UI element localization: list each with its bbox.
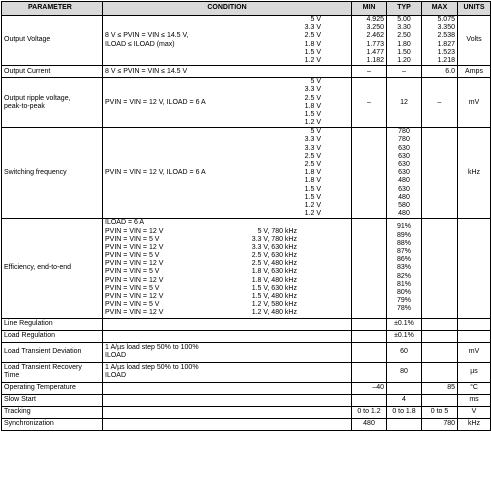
line-item: PVIN = VIN = 5 V	[105, 268, 160, 276]
line-item: 480	[398, 193, 410, 201]
row-operating-temperature	[2, 382, 491, 394]
min-switching	[352, 128, 387, 219]
cond-output-voltage	[103, 16, 352, 66]
line-item: PVIN = VIN = 12 V	[105, 293, 164, 300]
line-item: 630	[398, 152, 410, 160]
typ-line-regulation: ±0.1%	[387, 318, 422, 330]
line-item: PVIN = VIN = 5 V	[105, 252, 160, 260]
cond-transient-deviation	[103, 342, 352, 362]
line-item: 1.773	[366, 40, 384, 48]
param-load-regulation: Load Regulation	[2, 330, 103, 342]
header-units: UNITS	[458, 2, 491, 16]
line-item: 89%	[396, 231, 411, 239]
max-tracking: 0 to 5	[422, 406, 458, 418]
param-ripple	[2, 78, 103, 128]
line-item: 1.523	[437, 48, 455, 56]
line-item: Load Transient Recovery	[4, 363, 82, 371]
line-item: 1.80	[397, 40, 411, 48]
max-switching	[422, 128, 458, 219]
min-ripple: –	[352, 78, 387, 128]
line-item: PVIN = VIN = 12 V, ILOAD = 6 A	[105, 169, 206, 177]
line-item: 1.8 V, 480 kHz	[251, 276, 297, 284]
units-efficiency	[458, 219, 491, 318]
typ-transient-deviation: 60	[387, 342, 422, 362]
line-item: 1 A/µs load step 50% to 100%	[105, 343, 199, 351]
line-item: 480	[398, 177, 410, 185]
line-item: 5.075	[437, 16, 455, 23]
line-item: 1.5 V	[304, 110, 321, 118]
line-item: 1.5 V	[304, 48, 321, 56]
line-item: 2.5 V, 480 kHz	[251, 260, 297, 268]
units-synchronization: kHz	[458, 418, 491, 430]
line-item: 1.5 V, 630 kHz	[251, 284, 297, 292]
line-item: 630	[398, 144, 410, 152]
line-item: 5 V	[310, 128, 321, 136]
cond-right-list	[252, 219, 349, 317]
line-item	[252, 219, 297, 227]
line-item: ILOAD ≤ ILOAD (max)	[105, 40, 175, 48]
max-synchronization: 780	[422, 418, 458, 430]
line-item: 580	[398, 201, 410, 209]
units-output-current: Amps	[458, 66, 491, 78]
min-operating-temperature: –40	[352, 382, 387, 394]
param-switching: Switching frequency	[2, 128, 103, 219]
min-synchronization: 480	[352, 418, 387, 430]
typ-output-voltage	[387, 16, 422, 66]
cond-left-list	[105, 99, 206, 107]
header-row	[2, 2, 491, 16]
units-transient-deviation: mV	[458, 342, 491, 362]
units-tracking: V	[458, 406, 491, 418]
line-item: 3.3 V	[304, 136, 321, 144]
line-item: 3.3 V	[304, 86, 321, 94]
typ-slow-start: 4	[387, 394, 422, 406]
typ-output-current: –	[387, 66, 422, 78]
param-efficiency: Efficiency, end-to-end	[2, 219, 103, 318]
line-item: PVIN = VIN = 5 V	[105, 235, 160, 243]
specification-table	[1, 1, 491, 431]
units-output-voltage: Volts	[458, 16, 491, 66]
line-item: PVIN = VIN = 12 V, ILOAD = 6 A	[105, 98, 206, 106]
line-item: 3.3 V, 780 kHz	[251, 235, 297, 243]
line-item: 1.5 V, 480 kHz	[251, 293, 297, 300]
line-item: 1.20	[397, 56, 411, 64]
line-item: PVIN = VIN = 5 V	[105, 301, 160, 309]
line-item: 2.5 V	[304, 94, 321, 102]
line-item: 91%	[396, 223, 411, 231]
line-item: 1.8 V	[304, 169, 321, 177]
line-item: 87%	[396, 247, 411, 255]
line-item: PVIN = VIN = 12 V	[105, 227, 164, 235]
line-item: 1.8 V, 630 kHz	[251, 268, 297, 276]
line-item: 5 V	[310, 16, 321, 23]
row-switching	[2, 128, 491, 219]
line-item: 1.5 V	[304, 193, 321, 201]
line-item: 80%	[396, 288, 411, 296]
line-item: 1.2 V, 480 kHz	[251, 309, 297, 317]
line-item: 1.477	[366, 48, 384, 56]
line-item: 2.538	[437, 32, 455, 40]
typ-switching	[387, 128, 422, 219]
line-item: 480	[398, 210, 410, 218]
min-tracking: 0 to 1.2	[352, 406, 387, 418]
min-efficiency	[352, 219, 387, 318]
line-item: 1.827	[437, 40, 455, 48]
line-item: 2.5 V, 630 kHz	[251, 252, 297, 260]
units-operating-temperature: °C	[458, 382, 491, 394]
line-item: 1.218	[437, 56, 455, 64]
line-item: PVIN = VIN = 12 V	[105, 243, 164, 251]
cond-ripple	[103, 78, 352, 128]
line-item: 5 V	[310, 78, 321, 86]
cond-transient-recovery	[103, 362, 352, 382]
max-efficiency	[422, 219, 458, 318]
line-item: 5.00	[397, 16, 411, 23]
line-item: 1.2 V	[304, 201, 321, 209]
line-item: 1.8 V	[304, 177, 321, 185]
line-item: 81%	[396, 280, 411, 288]
line-item: 780	[398, 136, 410, 144]
row-efficiency	[2, 219, 491, 318]
cond-output-current: 8 V ≤ PVIN = VIN ≤ 14.5 V	[103, 66, 352, 78]
line-item: PVIN = VIN = 12 V	[105, 260, 164, 268]
line-item: 8 V ≤ PVIN = VIN ≤ 14.5 V,	[105, 32, 189, 40]
header-parameter: PARAMETER	[2, 2, 103, 16]
row-load-regulation	[2, 330, 491, 342]
cond-left-list	[105, 169, 206, 177]
line-item: ILOAD = 6 A	[105, 219, 145, 227]
cond-left-list	[105, 32, 189, 48]
max-ripple: –	[422, 78, 458, 128]
line-item: 82%	[396, 272, 411, 280]
row-tracking	[2, 406, 491, 418]
line-item: 630	[398, 185, 410, 193]
line-item: 79%	[396, 297, 411, 305]
units-slow-start: ms	[458, 394, 491, 406]
param-transient-recovery	[2, 362, 103, 382]
line-item: PVIN = VIN = 12 V	[105, 309, 164, 317]
line-item: 3.250	[366, 24, 384, 32]
typ-tracking: 0 to 1.8	[387, 406, 422, 418]
line-item: 3.3 V, 630 kHz	[251, 243, 297, 251]
row-line-regulation	[2, 318, 491, 330]
param-operating-temperature: Operating Temperature	[2, 382, 103, 394]
line-item: 5 V, 780 kHz	[257, 227, 297, 235]
cond-right-list	[305, 128, 349, 218]
cond-right-list	[305, 78, 349, 127]
param-tracking: Tracking	[2, 406, 103, 418]
line-item: 1.5 V	[304, 185, 321, 193]
line-item: 630	[398, 169, 410, 177]
header-max: MAX	[422, 2, 458, 16]
line-item: ILOAD	[105, 372, 127, 380]
line-item: 3.3 V	[304, 24, 321, 32]
param-transient-deviation: Load Transient Deviation	[2, 342, 103, 362]
row-synchronization	[2, 418, 491, 430]
line-item: 1.2 V, 580 kHz	[251, 301, 297, 309]
line-item: PVIN = VIN = 5 V	[105, 284, 160, 292]
line-item: Time	[4, 372, 20, 380]
line-item: 3.30	[397, 24, 411, 32]
line-item: 1.2 V	[304, 119, 321, 127]
line-item: 83%	[396, 264, 411, 272]
units-ripple: mV	[458, 78, 491, 128]
line-item: 3.3 V	[304, 144, 321, 152]
line-item: 630	[398, 161, 410, 168]
line-item: 1.8 V	[304, 40, 321, 48]
line-item: PVIN = VIN = 12 V	[105, 276, 164, 284]
units-switching: kHz	[458, 128, 491, 219]
line-item: 780	[398, 128, 410, 136]
row-output-current	[2, 66, 491, 78]
typ-transient-recovery: 80	[387, 362, 422, 382]
max-output-voltage	[422, 16, 458, 66]
units-transient-recovery: µs	[458, 362, 491, 382]
line-item: 2.5 V	[304, 152, 321, 160]
param-slow-start: Slow Start	[2, 394, 103, 406]
cond-efficiency	[103, 219, 352, 318]
line-item: 86%	[396, 256, 411, 264]
typ-efficiency	[387, 219, 422, 318]
line-item: peak-to-peak	[4, 102, 45, 110]
param-output-current: Output Current	[2, 66, 103, 78]
line-item: 2.5 V	[304, 161, 321, 168]
typ-load-regulation: ±0.1%	[387, 330, 422, 342]
line-item: 1.2 V	[304, 210, 321, 218]
row-transient-deviation	[2, 342, 491, 362]
cond-right-list	[305, 16, 349, 65]
max-operating-temperature: 85	[422, 382, 458, 394]
line-item: 1.50	[397, 48, 411, 56]
header-typ: TYP	[387, 2, 422, 16]
param-output-voltage: Output Voltage	[2, 16, 103, 66]
line-item: 3.350	[437, 24, 455, 32]
line-item: 1.8 V	[304, 102, 321, 110]
row-slow-start	[2, 394, 491, 406]
line-item: 4.925	[366, 16, 384, 23]
cond-left-list	[105, 219, 163, 317]
typ-ripple: 12	[387, 78, 422, 128]
param-synchronization: Synchronization	[2, 418, 103, 430]
line-item: 78%	[396, 305, 411, 313]
row-ripple	[2, 78, 491, 128]
line-item: 2.50	[397, 32, 411, 40]
header-min: MIN	[352, 2, 387, 16]
cond-switching	[103, 128, 352, 219]
row-output-voltage	[2, 16, 491, 66]
line-item: 88%	[396, 239, 411, 247]
min-output-current: –	[352, 66, 387, 78]
line-item: 2.5 V	[304, 32, 321, 40]
line-item: 1.2 V	[304, 56, 321, 64]
line-item: 1.182	[366, 56, 384, 64]
line-item: 2.462	[366, 32, 384, 40]
header-condition: CONDITION	[103, 2, 352, 16]
line-item: Output ripple voltage,	[4, 94, 71, 102]
min-output-voltage	[352, 16, 387, 66]
line-item: 1 A/µs load step 50% to 100%	[105, 363, 199, 371]
max-output-current: 6.0	[422, 66, 458, 78]
row-transient-recovery	[2, 362, 491, 382]
line-item: ILOAD	[105, 352, 127, 360]
param-line-regulation: Line Regulation	[2, 318, 103, 330]
